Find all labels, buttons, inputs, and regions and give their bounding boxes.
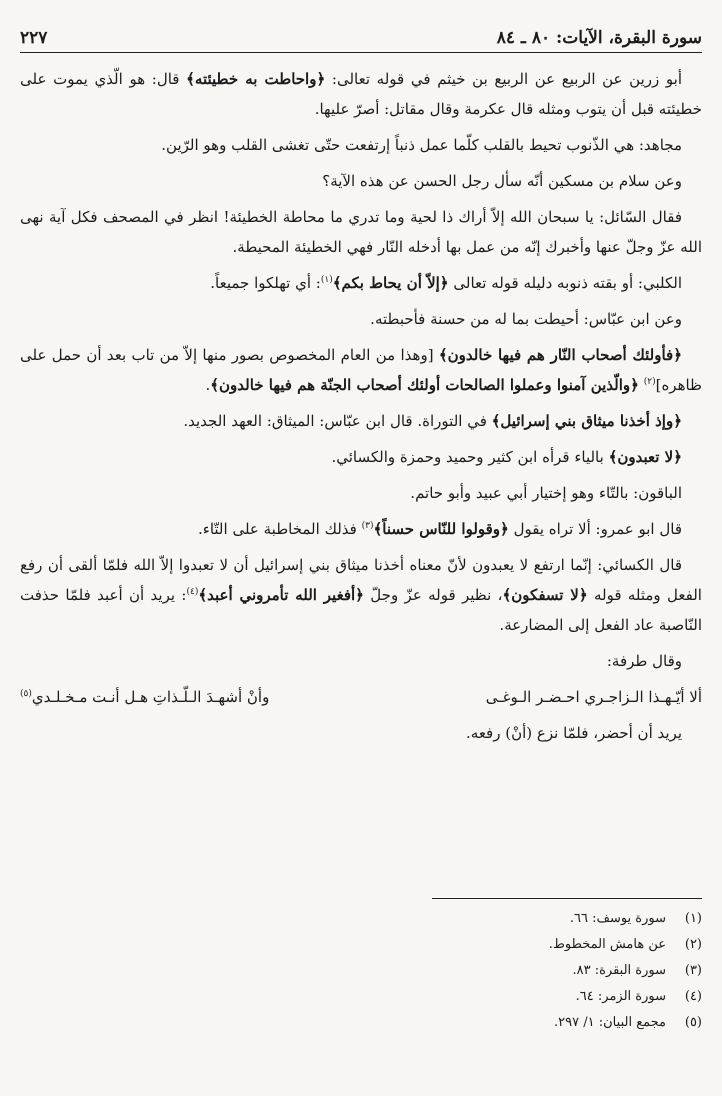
quran-quote: ﴿وإذ أخذنا ميثاق بني إسرائيل﴾ [491,412,682,430]
page-header [20,14,702,53]
quran-quote: ﴿وقولوا للنّاس حسناً﴾ [373,520,509,538]
footnote-text: عن هامش المخطوط. [548,937,666,952]
text-run: الكلبي: أو بقته ذنوبه دليله قوله تعالى [448,274,682,292]
text-run: الباقون: بالتّاء وهو إختيار أبي عبيد وأبو حاتم. [410,484,682,502]
text-run: فذلك المخاطبة على التّاء. [198,520,362,538]
footnote-number: (٢) [684,937,702,952]
main-text [20,64,702,754]
quran-quote: ﴿واحاطت به خطيئته﴾ [186,70,326,88]
paragraph [20,478,702,508]
text-run: في التوراة. قال ابن عبّاس: الميثاق: العهد الجديد. [183,412,492,430]
text-run: فقال السّائل: يا سبحان الله إلاّ أراك ذا لحية وما تدري ما محاطة الخطيئة! انظر في المصحف فكل آية نهى الله عزّ وجلّ عنها وأخبرك إنّه من عمل بها أدخله النّار فهي الخطيئة المحيطة. [20,208,702,256]
text-run: [وهذا من العام المخصوص بصور منها إلاّ من تاب بعد أن حمل على ظاهره] [20,346,702,394]
footnote-number: (١) [684,911,702,926]
footnote-ref: (٣) [361,521,374,531]
paragraph [20,202,702,262]
text-run: قال الكسائي: إنّما ارتفع لا يعبدون لأنّ معناه أخذنا ميثاق بني إسرائيل أن لا تعبدوا إلاّ الله فلمّا ألقى أن رفع الفعل ومثله قوله [20,556,702,604]
quran-quote: ﴿إلاّ أن يحاط بكم﴾ [332,274,449,292]
footnote-divider [432,898,702,899]
footnote-item [302,958,702,984]
text-run: . [205,376,211,394]
paragraph [20,550,702,640]
text-run: بالياء قرأه ابن كثير وحميد وحمزة والكسائي. [331,448,609,466]
footnote-number: (٥) [684,1015,702,1030]
page-number: ٢٢٧ [20,28,48,48]
poem-verse [20,682,702,712]
footnote-number: (٤) [684,989,702,1004]
paragraph [20,166,702,196]
paragraph-list [20,64,702,676]
poem-first-hemistich: ألا أيّـهـذا الـزاجـري احـضـر الـوغـى [485,688,702,706]
paragraph [20,268,702,298]
quran-quote: ﴿لا تسفكون﴾ [502,586,588,604]
footnote-ref: (١) [320,275,333,285]
text-run: : أي تهلكوا جميعاً. [210,274,321,292]
footnote-ref: (٤) [186,587,199,597]
footnote-item [302,906,702,932]
quran-quote: ﴿أفغير الله تأمروني أعبد﴾ [198,586,364,604]
text-run: ، نظير قوله عزّ وجلّ [363,586,503,604]
footnotes [302,906,702,1036]
footnote-text: مجمع البيان: ١/ ٢٩٧. [554,1015,666,1030]
quran-quote: ﴿والّذين آمنوا وعملوا الصالحات أولئك أصحاب الجنّة هم فيها خالدون﴾ [210,376,639,394]
footnote-ref: (٢) [643,377,656,387]
footnote-text: سورة يوسف: ٦٦. [569,911,666,926]
paragraph [20,646,702,676]
footnote-number: (٣) [684,963,702,978]
footnote-text: سورة البقرة: ٨٣. [572,963,666,978]
poem-second-hemistich: وأنْ أشهـدَ الـلّـذاتِ هـل أنـت مـخـلـدي$^{(٥)}$ [20,688,270,706]
paragraph [20,406,702,436]
paragraph [20,130,702,160]
text-run: قال: هو الّذي يموت على خطيئته قبل أن يتوب ومثله قال عكرمة وقال مقاتل: أصرّ عليها. [20,70,702,118]
quran-quote: ﴿فأولئك أصحاب النّار هم فيها خالدون﴾ [438,346,682,364]
closing-line: يريد أن أحضر، فلمّا نزع (أنْ) رفعه. [466,724,682,742]
text-run: مجاهد: هي الذّنوب تحيط بالقلب كلّما عمل ذنباً إرتفعت حتّى تغشى القلب وهو الرّين. [161,136,682,154]
running-title: سورة البقرة، الآيات: ٨٠ ـ ٨٤ [496,28,702,48]
paragraph [20,340,702,400]
paragraph [20,304,702,334]
text-run: : يريد أن أعبد فلمّا حذفت النّاصبة عاد الفعل إلى المضارعة. [20,586,702,634]
paragraph [20,64,702,124]
poem-footnote-ref: (٥) [20,689,32,699]
footnote-item [302,984,702,1010]
footnote-text: سورة الزمر: ٦٤. [575,989,666,1004]
footnote-item [302,932,702,958]
text-run: أبو زرين عن الربيع عن الربيع بن خيثم في قوله تعالى: [325,70,682,88]
text-run: وقال طرفة: [606,652,682,670]
quran-quote: ﴿لا تعبدون﴾ [608,448,682,466]
paragraph [20,514,702,544]
text-run: قال ابو عمرو: ألا تراه يقول [508,520,682,538]
footnote-item [302,1010,702,1036]
text-run: وعن ابن عبّاس: أحيطت بما له من حسنة فأحبطته. [370,310,682,328]
paragraph [20,442,702,472]
text-run: وعن سلام بن مسكين أنّه سأل رجل الحسن عن هذه الآية؟ [322,172,682,190]
